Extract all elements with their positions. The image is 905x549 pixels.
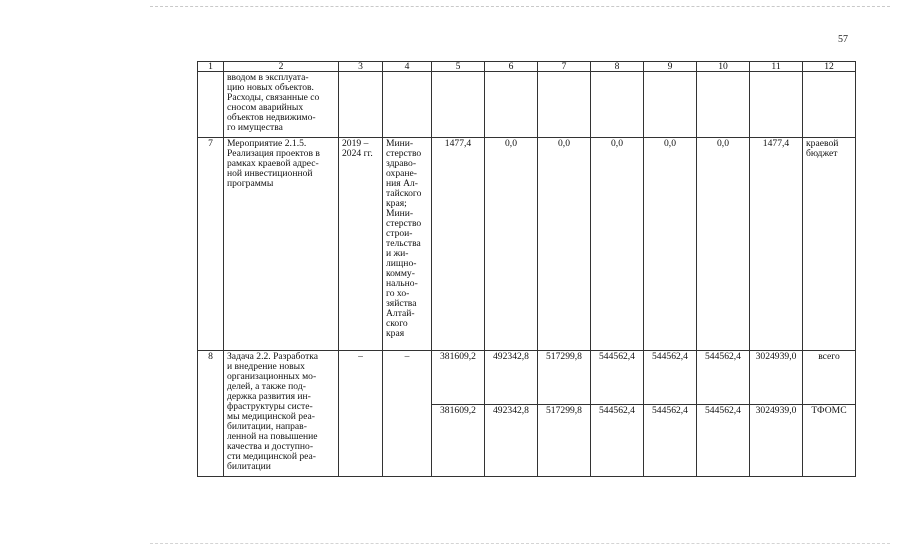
- empty-cell: [644, 72, 697, 138]
- value-cell-2023: 544562,4: [644, 351, 697, 405]
- row-number-cell: [198, 72, 224, 138]
- header-cell: 6: [485, 62, 538, 72]
- value-cell-2020: 0,0: [485, 138, 538, 351]
- header-cell: 10: [697, 62, 750, 72]
- value-cell-2023: 0,0: [644, 138, 697, 351]
- header-cell: 1: [198, 62, 224, 72]
- table-row-continuation: [198, 72, 856, 138]
- header-cell: 7: [538, 62, 591, 72]
- period-cell: –: [339, 351, 383, 477]
- value-cell-2022: 544562,4: [591, 351, 644, 405]
- header-cell: 8: [591, 62, 644, 72]
- empty-cell: [432, 72, 485, 138]
- value-cell-2019: 381609,2: [432, 405, 485, 477]
- value-cell-total: 3024939,0: [750, 405, 803, 477]
- value-cell-2021: 517299,8: [538, 351, 591, 405]
- row-number-cell: 7: [198, 138, 224, 351]
- scan-edge-top: [150, 6, 890, 7]
- table-row-7: [198, 138, 856, 351]
- value-cell-2021: 0,0: [538, 138, 591, 351]
- value-cell-2020: 492342,8: [485, 405, 538, 477]
- value-cell-2023: 544562,4: [644, 405, 697, 477]
- empty-cell: [803, 72, 856, 138]
- value-cell-2022: 0,0: [591, 138, 644, 351]
- empty-cell: [750, 72, 803, 138]
- header-cell: 12: [803, 62, 856, 72]
- empty-cell: [538, 72, 591, 138]
- value-cell-2019: 1477,4: [432, 138, 485, 351]
- budget-table: [197, 61, 856, 477]
- header-cell: 2: [224, 62, 339, 72]
- header-cell: 5: [432, 62, 485, 72]
- page-number: 57: [838, 34, 848, 45]
- table-row-8-total: [198, 351, 856, 405]
- funding-source-cell: ТФОМС: [803, 405, 856, 477]
- value-cell-2024: 544562,4: [697, 351, 750, 405]
- empty-cell: [339, 72, 383, 138]
- empty-cell: [591, 72, 644, 138]
- activity-name-cell: Задача 2.2. Разработка и внедрение новых организационных мо- делей, а также под- держка развития ин- фраструктуры систе- мы медицинской реа- билитации, направ- ленной на повышение качества и доступно- сти медицинской реа- билитации: [224, 351, 339, 477]
- activity-name-cell: Мероприятие 2.1.5. Реализация проектов в рамках краевой адрес- ной инвестиционной программы: [224, 138, 339, 351]
- header-cell: 9: [644, 62, 697, 72]
- table-header-row: [198, 62, 856, 72]
- header-cell: 11: [750, 62, 803, 72]
- executor-cell: Мини- стерство здраво- охране- ния Ал- тайского края; Мини- стерство строи- тельства и жи- лищно- комму- нально- го хо- зяйства Алтай- ского края: [383, 138, 432, 351]
- row-number-cell: 8: [198, 351, 224, 477]
- empty-cell: [485, 72, 538, 138]
- empty-cell: [697, 72, 750, 138]
- value-cell-2022: 544562,4: [591, 405, 644, 477]
- value-cell-total: 1477,4: [750, 138, 803, 351]
- value-cell-2024: 544562,4: [697, 405, 750, 477]
- funding-source-cell: всего: [803, 351, 856, 405]
- executor-cell: –: [383, 351, 432, 477]
- value-cell-2020: 492342,8: [485, 351, 538, 405]
- empty-cell: [383, 72, 432, 138]
- value-cell-total: 3024939,0: [750, 351, 803, 405]
- value-cell-2024: 0,0: [697, 138, 750, 351]
- period-cell: 2019 – 2024 гг.: [339, 138, 383, 351]
- value-cell-2019: 381609,2: [432, 351, 485, 405]
- funding-source-cell: краевой бюджет: [803, 138, 856, 351]
- header-cell: 4: [383, 62, 432, 72]
- activity-name-cell: вводом в эксплуата- цию новых объектов. Расходы, связанные со сносом аварийных объектов недвижимо- го имущества: [224, 72, 339, 138]
- value-cell-2021: 517299,8: [538, 405, 591, 477]
- header-cell: 3: [339, 62, 383, 72]
- scan-edge-bottom: [150, 543, 890, 544]
